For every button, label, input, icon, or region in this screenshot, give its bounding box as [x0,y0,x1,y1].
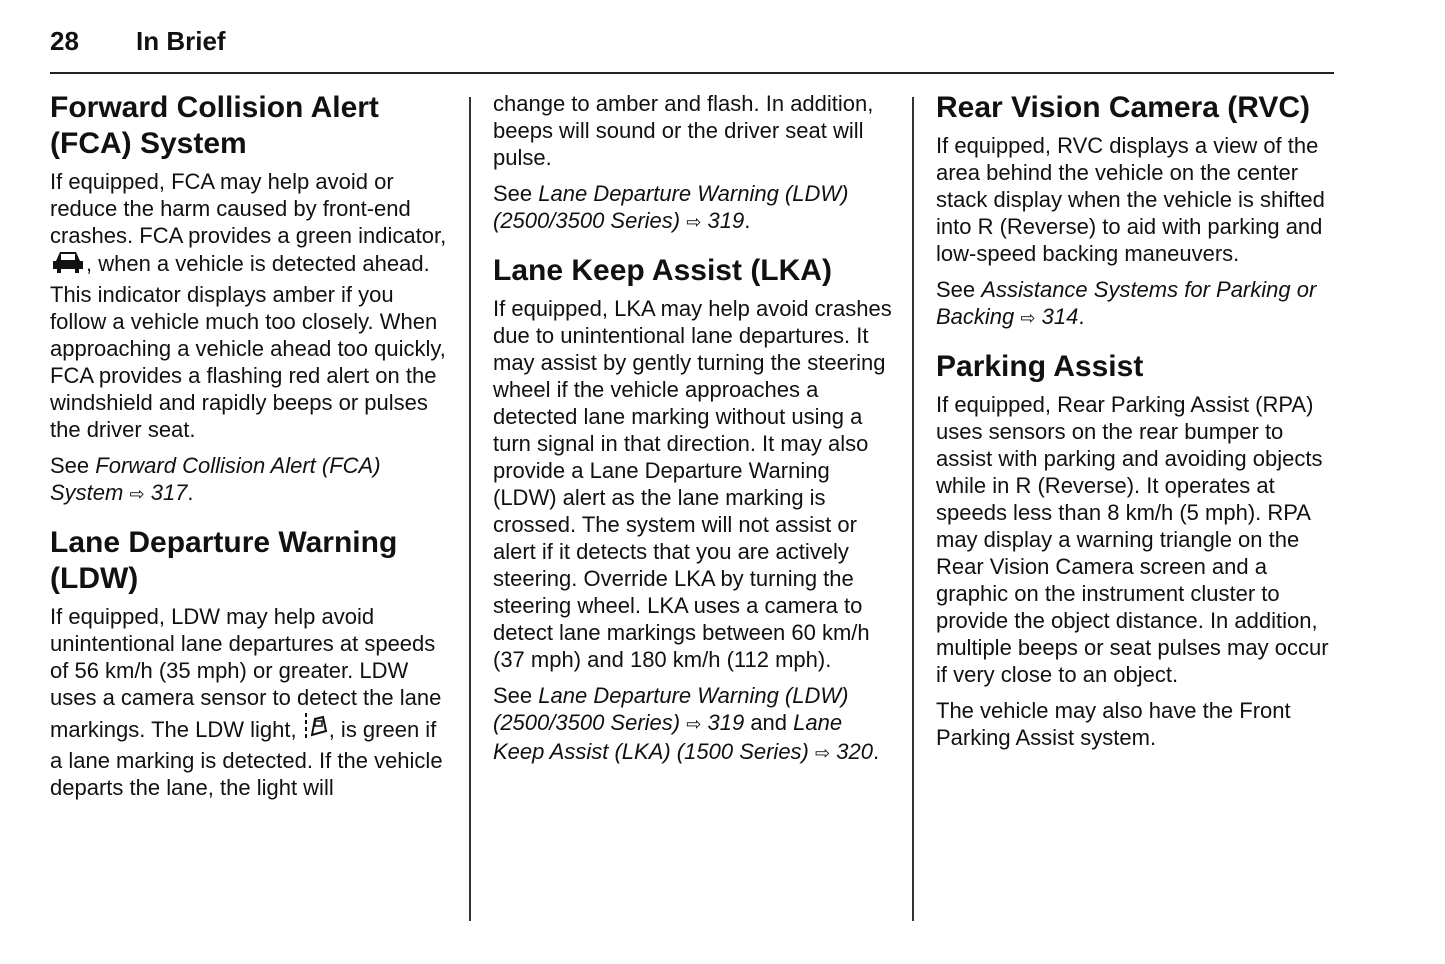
lka-see-reference: See Lane Departure Warning (LDW) (2500/3500 Series) ⇨ 319 and Lane Keep Assist (LKA) (1500 Series) ⇨ 320. [493,683,880,764]
fca-heading: Forward Collision Alert (FCA) System [50,91,379,160]
fca-text-b: , when a vehicle is detected ahead. This indicator displays amber if you follow a vehicle much too closely. When approaching a vehicle ahead too quickly, FCA provides a flashing red alert on the windshield and rapidly beeps or pulses the driver seat. [50,251,446,442]
fca-ref-page[interactable]: 317 [150,480,188,505]
vehicle-ahead-icon [50,249,86,281]
page-header [50,26,1334,74]
see-label: See [50,453,90,478]
rvc-ref-page[interactable]: 314 [1041,304,1079,329]
ldw-text-a: If equipped, LDW may help avoid unintentional lane departures at speeds of 56 km/h (35 mph) or greater. LDW uses a camera sensor to detect the lane markings. The LDW light, [50,604,442,742]
rvc-paragraph: If equipped, RVC displays a view of the area behind the vehicle on the center stack display when the vehicle is shifted into R (Reverse) to aid with parking and low-speed backing maneuvers. [936,133,1325,266]
lka-heading: Lane Keep Assist (LKA) [493,254,832,287]
rvc-see-reference: See Assistance Systems for Parking or Backing ⇨ 314. [936,277,1317,329]
reference-arrow-icon: ⇨ [1020,308,1036,328]
ldw-ref-link[interactable]: Lane Departure Warning (LDW) (2500/3500 Series) [493,181,849,233]
lka-ref-link-lka[interactable]: Lane Keep Assist (LKA) (1500 Series) [493,710,843,764]
column-divider [912,97,914,921]
lka-ref-page-ldw[interactable]: 319 [707,710,745,735]
rvc-ref-link[interactable]: Assistance Systems for Parking or Backing [936,277,1317,329]
column-divider [469,97,471,921]
parking-assist-note: The vehicle may also have the Front Parking Assist system. [936,698,1291,750]
page-number: 28 [50,26,79,56]
see-label: See [493,683,533,708]
lka-ref-link-ldw[interactable]: Lane Departure Warning (LDW) (2500/3500 Series) [493,683,849,735]
lka-ref-page-lka[interactable]: 320 [836,739,873,764]
lka-paragraph: If equipped, LKA may help avoid crashes due to unintentional lane departures. It may assist by gently turning the steering wheel if the vehicle approaches a detected lane marking without using a turn signal in that direction. It may also provide a Lane Departure Warning (LDW) alert as the lane marking is crossed. The system will not assist or alert if it detects that you are actively steering. Override LKA by turning the steering wheel. LKA uses a camera to detect lane markings between 60 km/h (37 mph) and 180 km/h (112 mph). [493,296,892,672]
ldw-heading: Lane Departure Warning (LDW) [50,526,398,595]
parking-assist-paragraph: If equipped, Rear Parking Assist (RPA) uses sensors on the rear bumper to assist with parking and avoiding objects while in R (Reverse). It operates at speeds less than 8 km/h (5 mph). RPA may display a warning triangle on the Rear Vision Camera screen and a graphic on the instrument cluster to provide the object distance. In addition, multiple beeps or seat pulses may occur if very close to an object. [936,392,1329,687]
ldw-continued: change to amber and flash. In addition, beeps will sound or the driver seat will pulse. [493,91,874,170]
see-label: See [493,181,533,206]
see-label: See [936,277,976,302]
reference-arrow-icon: ⇨ [686,714,702,734]
ldw-paragraph [50,603,450,801]
reference-arrow-icon: ⇨ [815,743,831,763]
parking-assist-heading: Parking Assist [936,350,1144,383]
fca-ref-link[interactable]: Forward Collision Alert (FCA) System [50,453,381,505]
ldw-ref-page[interactable]: 319 [707,208,745,233]
ldw-see-reference: See Lane Departure Warning (LDW) (2500/3500 Series) ⇨ 319. [493,181,849,233]
fca-text-a: If equipped, FCA may help avoid or reduce the harm caused by front-end crashes. FCA provides a green indicator, [50,169,447,248]
and-label: and [750,710,788,735]
fca-paragraph [50,168,450,443]
section-title: In Brief [136,26,226,56]
lane-departure-icon [303,711,329,747]
column-3 [936,90,1341,760]
rvc-heading: Rear Vision Camera (RVC) [936,91,1311,124]
column-1 [50,90,450,810]
fca-see-reference: See Forward Collision Alert (FCA) System ⇨ 317. [50,453,381,505]
reference-arrow-icon: ⇨ [129,484,145,504]
ldw-text-b: , is green if a lane marking is detected. If the vehicle departs the lane, the light will [50,717,443,800]
reference-arrow-icon: ⇨ [686,212,702,232]
column-2 [493,90,893,776]
